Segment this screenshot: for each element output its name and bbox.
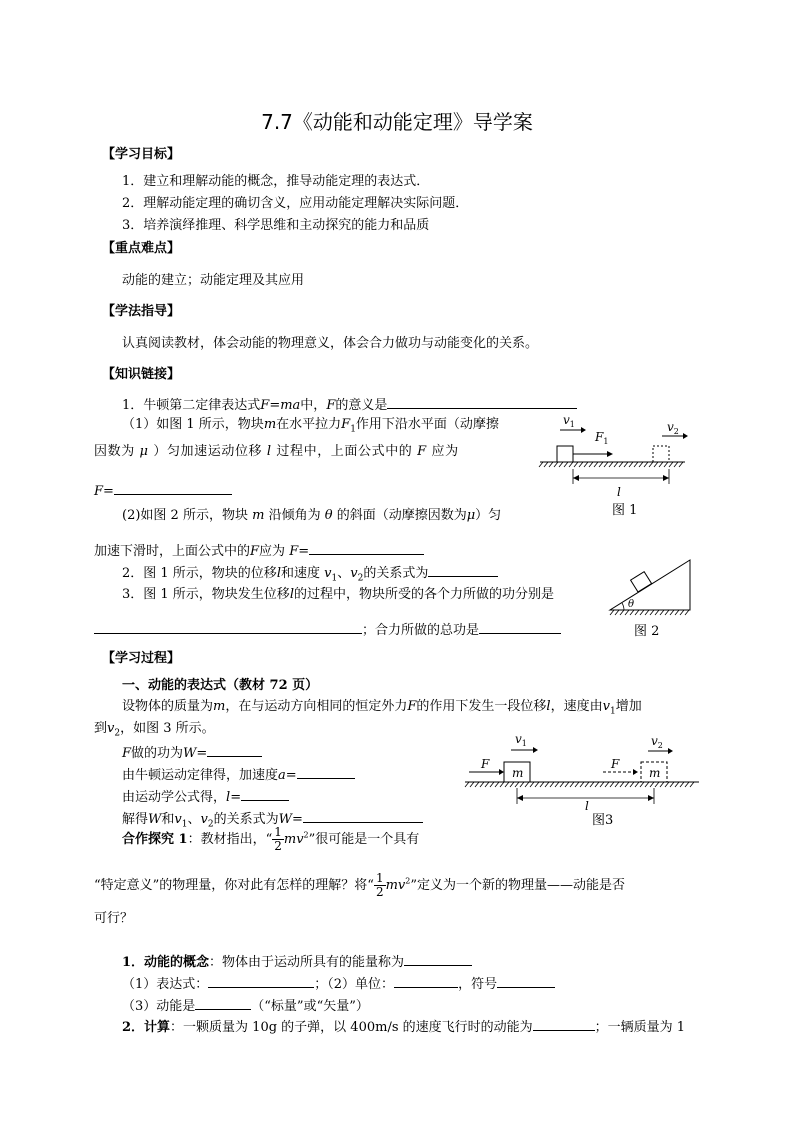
page-title: 7.7《动能和动能定理》导学案 [261, 110, 533, 134]
answer-blank[interactable] [394, 973, 458, 988]
v1-label: $v_1$ [515, 732, 527, 748]
answer-blank[interactable] [309, 540, 424, 555]
figure-1-caption: 图 1 [612, 503, 638, 518]
answer-blank[interactable] [428, 562, 498, 577]
section-heading-links: 【知识链接】 [102, 367, 181, 382]
answer-blank[interactable] [533, 1016, 595, 1031]
solution-line: 解得W和$v_1$、$v_2$的关系式为W= [122, 808, 423, 834]
figure-2-caption: 图 2 [634, 624, 660, 639]
f-label: F [481, 757, 490, 771]
answer-blank[interactable] [297, 764, 355, 779]
process-paragraph-1: 设物体的质量为m，在与运动方向相同的恒定外力F的作用下发生一段位移l，速度由$v_1$增加 [122, 699, 642, 717]
theta-label: θ [628, 599, 635, 610]
v1-label: $v_1$ [563, 413, 575, 429]
answer-blank[interactable] [241, 786, 289, 801]
answer-blank[interactable] [94, 619, 362, 634]
f-label-dashed: F [611, 757, 620, 771]
answer-blank[interactable] [208, 973, 314, 988]
subsection-kinetic-energy-expression: 一、动能的表达式（教材 72 页） [122, 678, 319, 693]
v2-label: $v_2$ [667, 420, 679, 436]
cooperative-inquiry-1-line2: “特定意义”的物理量，你对此有怎样的理解？将“ $\frac{1}{2}$ $mv^2$”定义为一个新的物理量——动能是否 [94, 871, 626, 899]
link-question-1a: （1）如图 1 所示，物块m在水平拉力$F_1$作用下沿水平面（动摩擦 [122, 417, 499, 435]
work-line: F做的功为W= [122, 742, 262, 763]
m-label-dashed: m [649, 766, 661, 780]
answer-blank[interactable] [207, 742, 262, 757]
section-heading-method: 【学法指导】 [102, 304, 181, 319]
cooperative-inquiry-1-line3: 可行？ [94, 911, 134, 926]
answer-blank[interactable] [404, 951, 472, 966]
calculation-question: 2．计算：一颗质量为 10g 的子弹，以 400m/s 的速度飞行时的动能为 ；一辆质量为 1 [122, 1016, 685, 1037]
answer-blank[interactable] [497, 973, 555, 988]
method-text: 认真阅读教材，体会动能的物理意义，体会合力做功与动能变化的关系。 [122, 336, 539, 351]
section-heading-keypoints: 【重点难点】 [102, 241, 181, 256]
link-question-3-line2: ；合力所做的总功是 [94, 619, 561, 640]
figure-3-caption: 图3 [592, 813, 614, 828]
acceleration-line: 由牛顿运动定律得，加速度a= [122, 764, 355, 785]
link-question-2: 2．图 1 所示，物块的位移l和速度 $v_1$、$v_2$的关系式为 [122, 562, 498, 588]
displacement-line: 由运动学公式得，l= [122, 786, 289, 807]
section-heading-goals: 【学习目标】 [102, 147, 181, 162]
cooperative-inquiry-1: 合作探究 1：教材指出，“ $\frac{1}{2}$ $mv^2$”很可能是一个具有 [122, 825, 420, 853]
link-question-1b-line2: 加速下滑时，上面公式中的F应为 F= [94, 540, 424, 561]
goal-item: 2．理解动能定理的确切含义，应用动能定理解决实际问题． [122, 196, 469, 211]
fraction: $\frac{1}{2}$ [274, 825, 282, 853]
l-label: l [585, 799, 589, 812]
l-label: l [617, 485, 621, 499]
process-paragraph-1-line2: 到$v_2$，如图 3 所示。 [94, 721, 215, 739]
concept-scalar-vector: （3）动能是 （“标量”或“矢量”） [122, 995, 369, 1016]
goal-item: 3．培养演绎推理、科学思维和主动探究的能力和品质 [122, 218, 430, 233]
m-label: m [512, 766, 524, 780]
answer-blank[interactable] [479, 619, 561, 634]
concept-expression-unit: （1）表达式： ；（2）单位： ，符号 [122, 973, 555, 994]
goal-item: 1．建立和理解动能的概念，推导动能定理的表达式． [122, 174, 430, 189]
link-question-1b: (2)如图 2 所示，物块 m 沿倾角为 θ 的斜面（动摩擦因数为μ）匀 [122, 508, 502, 523]
figure-2-inclined-plane [600, 556, 700, 618]
concept-kinetic-energy: 1．动能的概念：物体由于运动所具有的能量称为 [122, 951, 472, 972]
answer-blank[interactable] [303, 808, 423, 823]
fraction: $\frac{1}{2}$ [375, 871, 384, 899]
link-question-3: 3．图 1 所示，物块发生位移l的过程中，物块所受的各个力所做的功分别是 [122, 587, 554, 602]
section-heading-process: 【学习过程】 [102, 651, 181, 666]
v2-label: $v_2$ [651, 734, 663, 750]
link-question-1a-line3: F= [94, 480, 232, 501]
link-question-1: 1．牛顿第二定律表达式F=ma中，F的意义是 [122, 394, 577, 415]
f1-label: $F_1$ [595, 430, 609, 446]
answer-blank[interactable] [114, 480, 232, 495]
link-question-1a-line2: 因数为 μ ）匀加速运动位移 l 过程中，上面公式中的 F 应为 [94, 444, 459, 459]
answer-blank[interactable] [387, 394, 577, 409]
answer-blank[interactable] [195, 995, 251, 1010]
keypoints-text: 动能的建立；动能定理及其应用 [122, 273, 305, 288]
figure-3-force-block [463, 730, 703, 812]
